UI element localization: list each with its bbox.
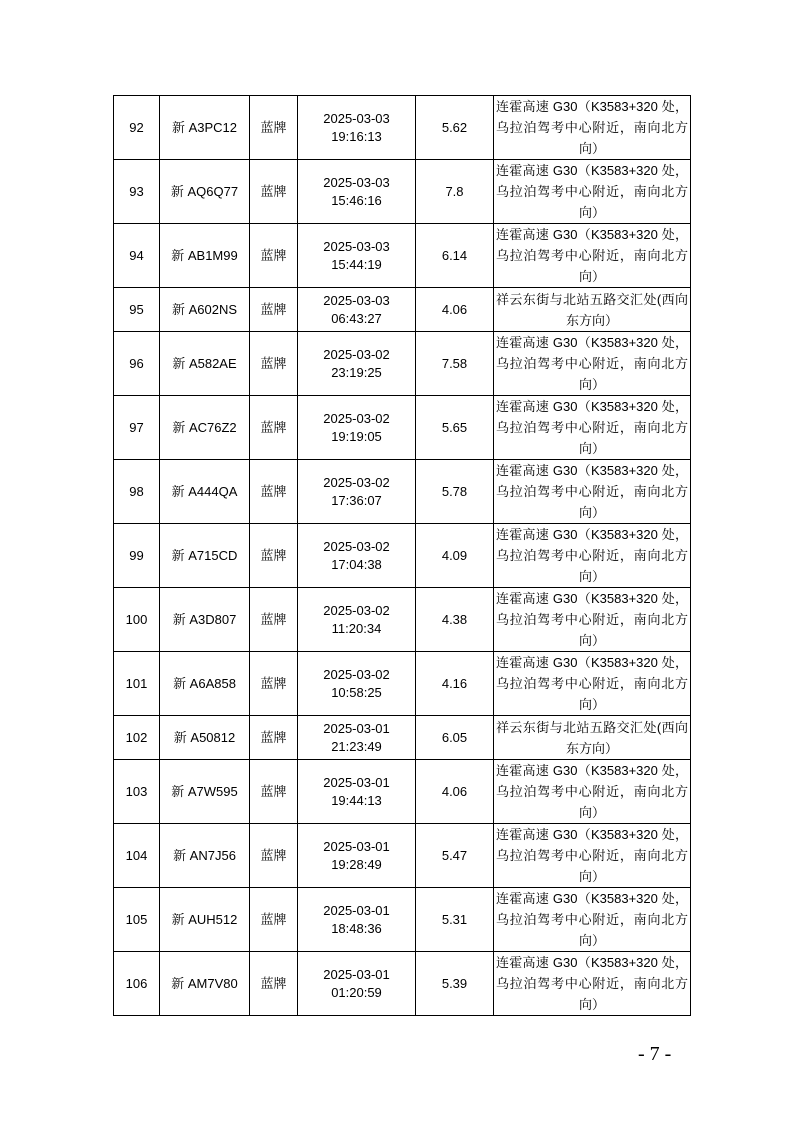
value-cell: 4.06 (416, 288, 494, 332)
location-line: 东方向） (565, 312, 618, 328)
date-text: 2025-03-03 (323, 110, 390, 126)
location-line: 东方向） (565, 740, 618, 756)
row-number-cell: 102 (114, 716, 160, 760)
row-number-cell: 101 (114, 652, 160, 716)
location-line: 连霍高速 G30（K3583+320 处， (496, 891, 688, 906)
plate-cell: 新 A715CD (160, 524, 250, 588)
date-text: 2025-03-01 (323, 966, 390, 982)
location-line: 乌拉泊驾考中心附近，南向北方 (496, 784, 688, 799)
location-line: 乌拉泊驾考中心附近，南向北方 (496, 612, 688, 627)
time-text: 19:16:13 (331, 128, 382, 144)
location-line: 连霍高速 G30（K3583+320 处， (496, 827, 688, 842)
location-line: 乌拉泊驾考中心附近，南向北方 (496, 484, 688, 499)
value-cell: 5.39 (416, 952, 494, 1016)
plate-color-cell: 蓝牌 (250, 588, 298, 652)
location-cell (494, 460, 691, 524)
location-line: 连霍高速 G30（K3583+320 处， (496, 591, 688, 606)
value-cell: 6.14 (416, 224, 494, 288)
location-line: 乌拉泊驾考中心附近，南向北方 (496, 848, 688, 863)
location-line: 乌拉泊驾考中心附近，南向北方 (496, 356, 688, 371)
plate-color-cell: 蓝牌 (250, 332, 298, 396)
plate-color-cell: 蓝牌 (250, 288, 298, 332)
location-cell (494, 288, 691, 332)
location-line: 祥云东街与北站五路交汇处(西向 (496, 291, 688, 307)
time-text: 18:48:36 (331, 920, 382, 936)
time-text: 15:46:16 (331, 192, 382, 208)
location-line: 连霍高速 G30（K3583+320 处， (496, 163, 688, 178)
plate-color-cell: 蓝牌 (250, 96, 298, 160)
location-line: 连霍高速 G30（K3583+320 处， (496, 335, 688, 350)
location-line: 向） (578, 205, 605, 220)
location-cell (494, 652, 691, 716)
plate-cell: 新 AC76Z2 (160, 396, 250, 460)
date-text: 2025-03-01 (323, 902, 390, 918)
location-line: 连霍高速 G30（K3583+320 处， (496, 955, 688, 970)
location-line: 连霍高速 G30（K3583+320 处， (496, 463, 688, 478)
time-text: 19:44:13 (331, 792, 382, 808)
plate-color-cell: 蓝牌 (250, 524, 298, 588)
location-cell (494, 396, 691, 460)
location-line: 乌拉泊驾考中心附近，南向北方 (496, 976, 688, 991)
location-line: 乌拉泊驾考中心附近，南向北方 (496, 120, 688, 135)
datetime-cell (298, 652, 416, 716)
plate-color-cell: 蓝牌 (250, 396, 298, 460)
value-cell: 4.16 (416, 652, 494, 716)
location-line: 向） (578, 569, 605, 584)
datetime-cell (298, 96, 416, 160)
plate-cell: 新 AB1M99 (160, 224, 250, 288)
location-line: 连霍高速 G30（K3583+320 处， (496, 527, 688, 542)
date-text: 2025-03-02 (323, 474, 390, 490)
value-cell: 4.38 (416, 588, 494, 652)
plate-cell: 新 AUH512 (160, 888, 250, 952)
plate-cell: 新 A6A858 (160, 652, 250, 716)
location-line: 连霍高速 G30（K3583+320 处， (496, 227, 688, 242)
location-line: 向） (578, 505, 605, 520)
datetime-cell (298, 160, 416, 224)
table-row (114, 824, 691, 888)
time-text: 11:20:34 (331, 620, 382, 636)
table-row (114, 888, 691, 952)
location-line: 向） (578, 933, 605, 948)
time-text: 17:04:38 (331, 556, 382, 572)
location-cell (494, 824, 691, 888)
table-row (114, 96, 691, 160)
row-number-cell: 92 (114, 96, 160, 160)
date-text: 2025-03-03 (323, 292, 390, 308)
location-cell (494, 588, 691, 652)
row-number-cell: 93 (114, 160, 160, 224)
table-row (114, 760, 691, 824)
date-text: 2025-03-03 (323, 174, 390, 190)
table-row (114, 952, 691, 1016)
location-line: 乌拉泊驾考中心附近，南向北方 (496, 912, 688, 927)
value-cell: 7.58 (416, 332, 494, 396)
location-cell (494, 952, 691, 1016)
date-text: 2025-03-02 (323, 602, 390, 618)
plate-cell: 新 A602NS (160, 288, 250, 332)
row-number-cell: 94 (114, 224, 160, 288)
location-line: 连霍高速 G30（K3583+320 处， (496, 99, 688, 114)
time-text: 19:19:05 (331, 428, 382, 444)
date-text: 2025-03-02 (323, 538, 390, 554)
time-text: 19:28:49 (331, 856, 382, 872)
plate-color-cell: 蓝牌 (250, 952, 298, 1016)
value-cell: 7.8 (416, 160, 494, 224)
datetime-cell (298, 524, 416, 588)
value-cell: 6.05 (416, 716, 494, 760)
location-cell (494, 524, 691, 588)
time-text: 21:23:49 (331, 738, 382, 754)
datetime-cell (298, 332, 416, 396)
row-number-cell: 96 (114, 332, 160, 396)
date-text: 2025-03-02 (323, 666, 390, 682)
location-line: 向） (578, 377, 605, 392)
plate-cell: 新 A7W595 (160, 760, 250, 824)
datetime-cell (298, 288, 416, 332)
plate-cell: 新 A3PC12 (160, 96, 250, 160)
plate-color-cell: 蓝牌 (250, 160, 298, 224)
value-cell: 5.47 (416, 824, 494, 888)
table-row (114, 224, 691, 288)
datetime-cell (298, 824, 416, 888)
location-line: 向） (578, 269, 605, 284)
location-line: 连霍高速 G30（K3583+320 处， (496, 399, 688, 414)
plate-color-cell: 蓝牌 (250, 760, 298, 824)
plate-color-cell: 蓝牌 (250, 888, 298, 952)
table-row (114, 332, 691, 396)
plate-cell: 新 AQ6Q77 (160, 160, 250, 224)
plate-cell: 新 A582AE (160, 332, 250, 396)
location-line: 祥云东街与北站五路交汇处(西向 (496, 719, 688, 735)
table-row (114, 716, 691, 760)
date-text: 2025-03-02 (323, 346, 390, 362)
location-cell (494, 716, 691, 760)
datetime-cell (298, 888, 416, 952)
row-number-cell: 100 (114, 588, 160, 652)
location-line: 向） (578, 633, 605, 648)
table-row (114, 652, 691, 716)
datetime-cell (298, 460, 416, 524)
page-number: - 7 - (638, 1043, 672, 1065)
location-line: 向） (578, 141, 605, 156)
plate-color-cell: 蓝牌 (250, 224, 298, 288)
value-cell: 5.78 (416, 460, 494, 524)
records-table (113, 95, 691, 1016)
plate-cell: 新 AN7J56 (160, 824, 250, 888)
time-text: 23:19:25 (331, 364, 382, 380)
datetime-cell (298, 396, 416, 460)
plate-color-cell: 蓝牌 (250, 460, 298, 524)
value-cell: 5.62 (416, 96, 494, 160)
plate-cell: 新 A3D807 (160, 588, 250, 652)
date-text: 2025-03-01 (323, 838, 390, 854)
table-body (114, 96, 691, 1016)
row-number-cell: 99 (114, 524, 160, 588)
table-row (114, 288, 691, 332)
date-text: 2025-03-03 (323, 238, 390, 254)
location-line: 乌拉泊驾考中心附近，南向北方 (496, 420, 688, 435)
plate-color-cell: 蓝牌 (250, 652, 298, 716)
datetime-cell (298, 588, 416, 652)
location-cell (494, 96, 691, 160)
datetime-cell (298, 716, 416, 760)
row-number-cell: 106 (114, 952, 160, 1016)
row-number-cell: 95 (114, 288, 160, 332)
time-text: 10:58:25 (331, 684, 382, 700)
date-text: 2025-03-01 (323, 720, 390, 736)
value-cell: 5.65 (416, 396, 494, 460)
location-line: 乌拉泊驾考中心附近，南向北方 (496, 676, 688, 691)
row-number-cell: 97 (114, 396, 160, 460)
time-text: 17:36:07 (331, 492, 382, 508)
table-row (114, 524, 691, 588)
value-cell: 4.09 (416, 524, 494, 588)
location-line: 向） (578, 997, 605, 1012)
location-cell (494, 224, 691, 288)
row-number-cell: 104 (114, 824, 160, 888)
location-cell (494, 160, 691, 224)
table-row (114, 396, 691, 460)
location-cell (494, 888, 691, 952)
table-row (114, 160, 691, 224)
value-cell: 4.06 (416, 760, 494, 824)
time-text: 01:20:59 (331, 984, 382, 1000)
date-text: 2025-03-02 (323, 410, 390, 426)
location-line: 向） (578, 869, 605, 884)
plate-color-cell: 蓝牌 (250, 824, 298, 888)
plate-cell: 新 A50812 (160, 716, 250, 760)
row-number-cell: 103 (114, 760, 160, 824)
datetime-cell (298, 952, 416, 1016)
time-text: 15:44:19 (331, 256, 382, 272)
plate-color-cell: 蓝牌 (250, 716, 298, 760)
plate-cell: 新 AM7V80 (160, 952, 250, 1016)
location-line: 乌拉泊驾考中心附近，南向北方 (496, 548, 688, 563)
row-number-cell: 98 (114, 460, 160, 524)
value-cell: 5.31 (416, 888, 494, 952)
location-line: 向） (578, 697, 605, 712)
location-line: 连霍高速 G30（K3583+320 处， (496, 655, 688, 670)
location-cell (494, 332, 691, 396)
datetime-cell (298, 224, 416, 288)
location-line: 向） (578, 441, 605, 456)
time-text: 06:43:27 (331, 310, 382, 326)
table-row (114, 588, 691, 652)
date-text: 2025-03-01 (323, 774, 390, 790)
datetime-cell (298, 760, 416, 824)
row-number-cell: 105 (114, 888, 160, 952)
table-row (114, 460, 691, 524)
location-line: 乌拉泊驾考中心附近，南向北方 (496, 184, 688, 199)
location-cell (494, 760, 691, 824)
location-line: 乌拉泊驾考中心附近，南向北方 (496, 248, 688, 263)
location-line: 向） (578, 805, 605, 820)
plate-cell: 新 A444QA (160, 460, 250, 524)
location-line: 连霍高速 G30（K3583+320 处， (496, 763, 688, 778)
